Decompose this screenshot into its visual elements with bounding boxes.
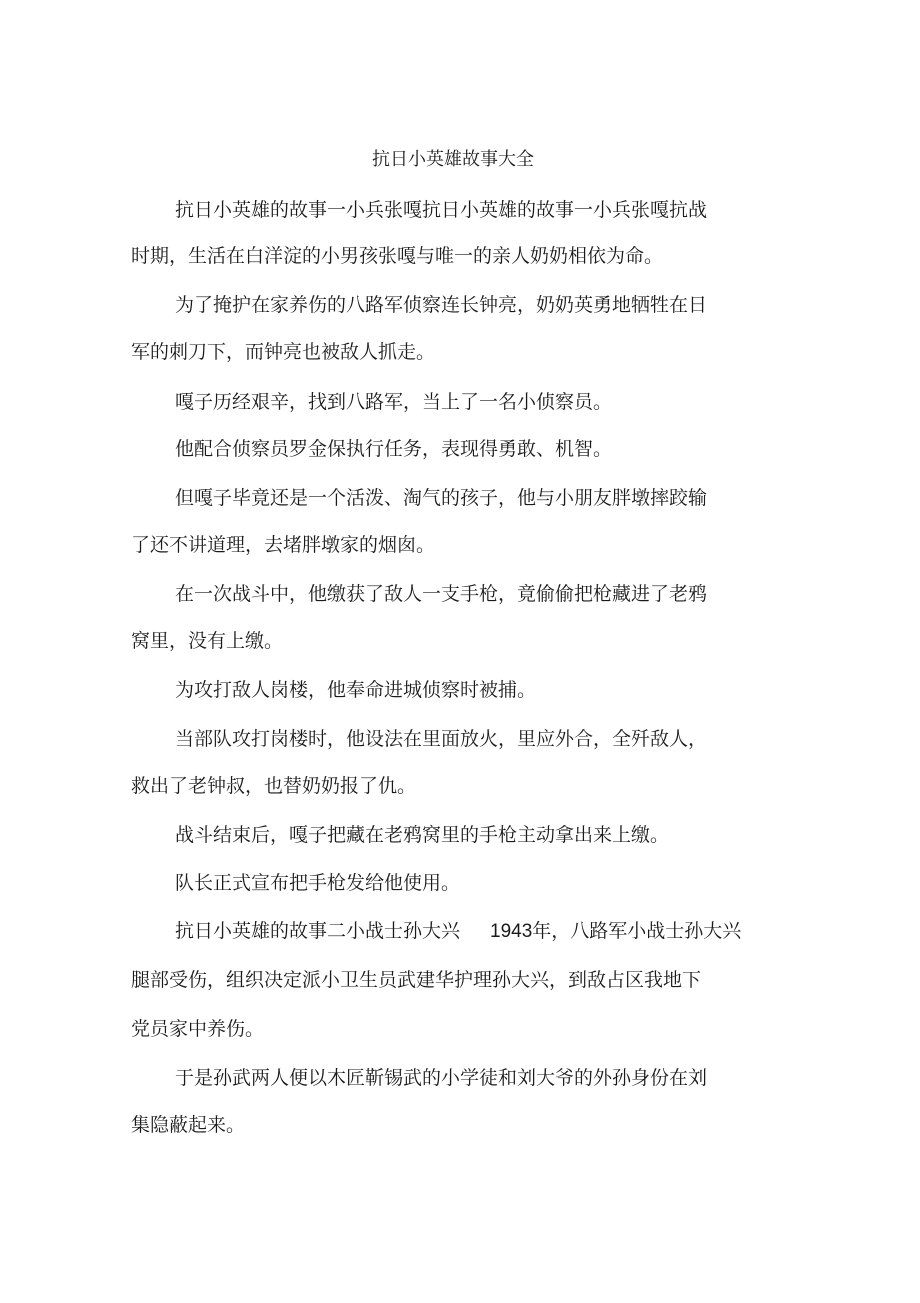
paragraph-1-line-2: 时期，生活在白洋淀的小男孩张嘎与唯一的亲人奶奶相依为命。 [131,245,664,267]
paragraph-6-line-2: 窝里，没有上缴。 [131,630,284,652]
paragraph-11-heading: 抗日小英雄的故事二小战士孙大兴 [175,920,461,942]
paragraph-6-line-1: 在一次战斗中，他缴获了敌人一支手枪，竟偷偷把枪藏进了老鸦 [175,583,708,605]
paragraph-4: 他配合侦察员罗金保执行任务，表现得勇敢、机智。 [175,438,613,460]
paragraph-8-line-2: 救出了老钟叔，也替奶奶报了仇。 [131,775,417,797]
paragraph-5-line-1: 但嘎子毕竟还是一个活泼、淘气的孩子，他与小朋友胖墩摔跤输 [175,487,708,509]
paragraph-10: 队长正式宣布把手枪发给他使用。 [175,872,461,894]
paragraph-11-line-3: 党员家中养伤。 [131,1018,265,1040]
paragraph-2-line-1: 为了掩护在家养伤的八路军侦察连长钟亮，奶奶英勇地牺牲在日 [175,294,708,316]
paragraph-1-line-1: 抗日小英雄的故事一小兵张嘎抗日小英雄的故事一小兵张嘎抗战 [175,199,708,221]
year-number: 1943 [490,921,533,942]
paragraph-2-line-2: 军的刺刀下，而钟亮也被敌人抓走。 [131,341,436,363]
paragraph-8-line-1: 当部队攻打岗楼时，他设法在里面放火，里应外合，全歼敌人， [175,728,708,750]
paragraph-12-line-1: 于是孙武两人便以木匠靳锡武的小学徒和刘大爷的外孙身份在刘 [175,1067,708,1089]
paragraph-11-line-2: 腿部受伤，组织决定派小卫生员武建华护理孙大兴，到敌占区我地下 [131,969,702,991]
paragraph-5-line-2: 了还不讲道理，去堵胖墩家的烟囱。 [131,534,436,556]
paragraph-7: 为攻打敌人岗楼，他奉命进城侦察时被捕。 [175,679,537,701]
paragraph-12-line-2: 集隐蔽起来。 [131,1114,246,1136]
paragraph-11-line-1 [175,917,741,946]
paragraph-9: 战斗结束后，嘎子把藏在老鸦窝里的手枪主动拿出来上缴。 [175,824,670,846]
paragraph-3: 嘎子历经艰辛，找到八路军，当上了一名小侦察员。 [175,391,613,413]
paragraph-11-line-1-rest: 年，八路军小战士孙大兴 [532,920,742,942]
document-title: 抗日小英雄故事大全 [372,149,534,170]
